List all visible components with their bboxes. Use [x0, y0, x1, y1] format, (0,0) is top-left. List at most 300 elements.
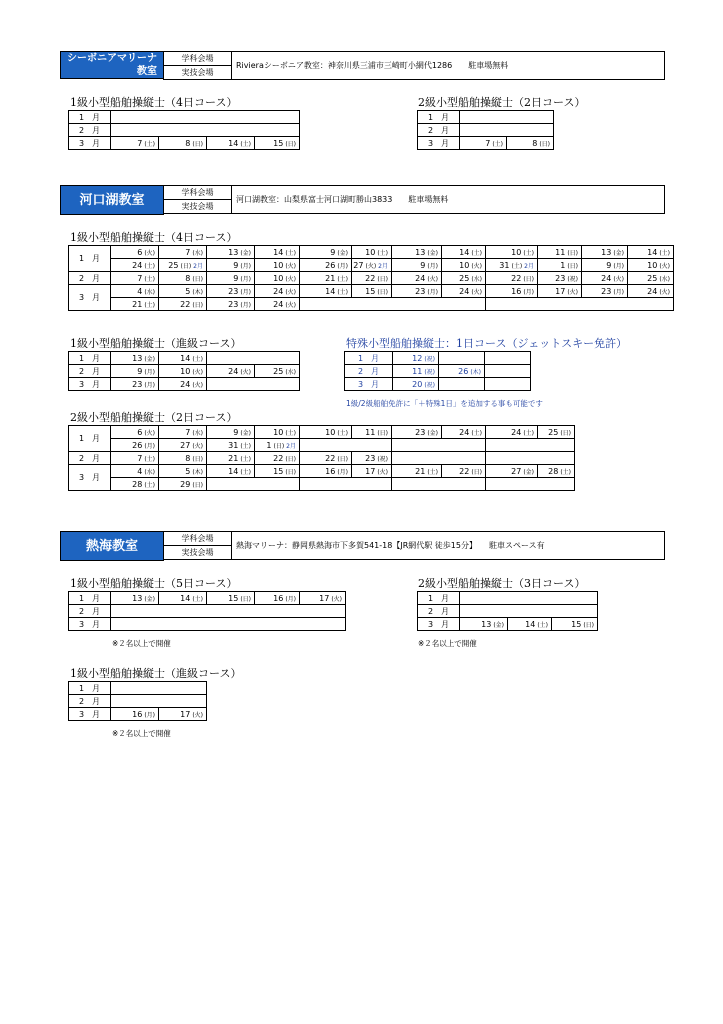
date-cell [255, 272, 300, 285]
date-weekday: (土) [285, 429, 296, 437]
month-label: 2 月 [345, 365, 393, 378]
min-participants-note: ※２名以上で開催 [418, 639, 477, 648]
date-weekday: (火) [365, 262, 377, 270]
date-weekday: (月) [144, 381, 155, 389]
date-day: 9 [233, 260, 239, 270]
date-weekday: (日) [560, 429, 571, 437]
table-row [345, 365, 531, 378]
table-row [69, 452, 575, 465]
date-day: 15 [228, 593, 239, 603]
date-weekday: (水) [192, 429, 203, 437]
date-weekday: (日) [471, 468, 482, 476]
month-label: 2 月 [69, 365, 111, 378]
date-day: 20 [412, 379, 423, 389]
table-row [69, 592, 346, 605]
month-label: 3 月 [69, 137, 111, 150]
date-cell [159, 137, 207, 150]
date-cell [538, 426, 575, 439]
date-day: 4 [137, 286, 143, 296]
month-label: 2 月 [69, 695, 111, 708]
table-row [345, 352, 531, 365]
date-cell [255, 298, 300, 311]
schedule-table-s2 [417, 110, 554, 150]
date-day: 17 [365, 466, 376, 476]
date-cell [111, 137, 159, 150]
venue-label-seaboni [60, 51, 164, 79]
date-cell [582, 285, 628, 298]
date-day: 16 [132, 709, 143, 719]
date-weekday: (土) [523, 429, 534, 437]
date-cell [628, 285, 674, 298]
date-day: 25 [548, 427, 559, 437]
date-weekday: (月) [337, 262, 348, 270]
section-title: 1級小型船舶操縦士（4日コース） [70, 96, 238, 109]
date-weekday: (月) [240, 262, 251, 270]
date-cell [111, 298, 159, 311]
date-cell [442, 272, 486, 285]
venue-info-atami [163, 531, 665, 560]
date-weekday: (月) [240, 288, 251, 296]
date-weekday: (火) [567, 288, 578, 296]
date-cell [393, 378, 439, 391]
section-title: 2級小型船舶操縦士（2日コース） [418, 96, 586, 109]
date-day: 24 [273, 299, 284, 309]
date-cell [538, 259, 582, 272]
date-cell [255, 452, 300, 465]
date-day: 10 [365, 247, 376, 257]
date-weekday: (土) [144, 140, 155, 148]
table-row [69, 259, 674, 272]
date-cell [159, 592, 207, 605]
date-cell [352, 272, 392, 285]
date-weekday: (金) [427, 429, 438, 437]
month-label: 3 月 [418, 137, 460, 150]
date-cell [111, 285, 159, 298]
month-label: 1 月 [418, 592, 460, 605]
date-day: 7 [185, 247, 191, 257]
date-cell [538, 465, 575, 478]
date-cell [159, 272, 207, 285]
date-weekday: (火) [331, 595, 342, 603]
date-weekday: (火) [285, 301, 296, 309]
month-label: 3 月 [69, 708, 111, 721]
date-day: 6 [137, 247, 143, 257]
venue-label-line2: 教室 [137, 66, 157, 77]
date-cell [111, 708, 159, 721]
venue-row2-label: 実技会場 [164, 546, 232, 560]
date-day: 13 [601, 247, 612, 257]
date-weekday: (祝) [567, 275, 578, 283]
date-weekday: (日) [583, 621, 594, 629]
table-row [345, 378, 531, 391]
date-weekday: (火) [659, 262, 670, 270]
date-cell [159, 246, 207, 259]
date-day: 21 [132, 299, 143, 309]
date-day: 23 [415, 427, 426, 437]
month-label: 1 月 [345, 352, 393, 365]
date-cell [628, 272, 674, 285]
date-weekday: (月) [240, 275, 251, 283]
date-cell [159, 465, 207, 478]
section-title: 1級小型船舶操縦士（進級コース） [70, 337, 242, 350]
min-participants-note: ※２名以上で開催 [112, 729, 171, 738]
month-label: 3 月 [69, 378, 111, 391]
date-day: 23 [415, 286, 426, 296]
date-cell [207, 259, 255, 272]
date-cell [159, 478, 207, 491]
date-day: 10 [273, 260, 284, 270]
date-weekday: (火) [144, 249, 155, 257]
date-day: 22 [511, 273, 522, 283]
date-day: 22 [365, 273, 376, 283]
date-weekday: (日) [240, 595, 251, 603]
date-weekday: (土) [427, 468, 438, 476]
date-day: 8 [532, 138, 538, 148]
date-weekday: (火) [192, 368, 203, 376]
date-day: 7 [185, 427, 191, 437]
date-cell [352, 259, 392, 272]
date-day: 28 [132, 479, 143, 489]
date-cell [582, 259, 628, 272]
date-day: 27 [353, 260, 364, 270]
date-weekday: (火) [285, 262, 296, 270]
date-cell [392, 272, 442, 285]
date-cell [111, 439, 159, 452]
date-weekday: (土) [659, 249, 670, 257]
date-weekday: (日) [192, 275, 203, 283]
date-day: 14 [525, 619, 536, 629]
date-cell [392, 259, 442, 272]
table-row [69, 246, 674, 259]
month-label: 2 月 [69, 605, 111, 618]
date-day: 7 [137, 273, 143, 283]
date-cell [392, 246, 442, 259]
date-weekday: (祝) [424, 368, 435, 376]
date-day: 31 [499, 260, 510, 270]
date-cell [300, 259, 352, 272]
date-weekday: (日) [377, 275, 388, 283]
table-row [69, 426, 575, 439]
date-day: 9 [137, 366, 143, 376]
date-cell [207, 272, 255, 285]
date-weekday: (祝) [424, 381, 435, 389]
date-cell [207, 592, 255, 605]
month-label: 3 月 [69, 285, 111, 311]
date-day: 29 [180, 479, 191, 489]
date-day: 15 [571, 619, 582, 629]
date-weekday: (土) [337, 275, 348, 283]
date-weekday: (土) [240, 468, 251, 476]
date-day: 14 [180, 593, 191, 603]
section-title: 2級小型船舶操縦士（3日コース） [418, 577, 586, 590]
date-weekday: (日) [192, 301, 203, 309]
date-weekday: (月) [613, 288, 624, 296]
date-cell [300, 452, 352, 465]
date-weekday: (日) [567, 262, 578, 270]
date-cell [628, 246, 674, 259]
date-cell [460, 618, 508, 631]
month-label: 1 月 [69, 352, 111, 365]
date-cell [460, 137, 507, 150]
date-day: 25 [459, 273, 470, 283]
venue-row1-label: 学科会場 [164, 186, 232, 200]
date-weekday: (火) [192, 381, 203, 389]
date-weekday: (木) [192, 468, 203, 476]
date-weekday: (木) [470, 368, 481, 376]
date-day: 23 [601, 286, 612, 296]
date-weekday: (水) [471, 275, 482, 283]
date-weekday: (日) [285, 455, 296, 463]
date-day: 9 [330, 247, 336, 257]
date-cell [582, 272, 628, 285]
date-cell [628, 259, 674, 272]
date-day: 21 [325, 273, 336, 283]
date-day: 11 [412, 366, 423, 376]
date-cell [159, 452, 207, 465]
date-day: 17 [180, 709, 191, 719]
date-cell [255, 439, 300, 452]
date-day: 23 [555, 273, 566, 283]
date-cell [486, 285, 538, 298]
date-weekday: (火) [471, 288, 482, 296]
date-weekday: (土) [144, 275, 155, 283]
schedule-table-a2 [417, 591, 598, 631]
date-cell [392, 426, 442, 439]
date-weekday: (土) [492, 140, 503, 148]
date-weekday: (月) [144, 368, 155, 376]
date-cell [442, 465, 486, 478]
date-day: 13 [228, 247, 239, 257]
venue-address: 熱海マリーナ：静岡県熱海市下多賀541-18【JR網代駅 徒歩15分】 駐車スペース有 [232, 532, 665, 560]
date-cell [255, 465, 300, 478]
date-day: 10 [647, 260, 658, 270]
date-day: 14 [459, 247, 470, 257]
month-label: 3 月 [69, 618, 111, 631]
date-day: 8 [185, 453, 191, 463]
date-day: 8 [185, 273, 191, 283]
date-day: 11 [365, 427, 376, 437]
date-day: 4 [137, 466, 143, 476]
date-cell [111, 378, 159, 391]
date-weekday: (木) [192, 288, 203, 296]
date-day: 10 [180, 366, 191, 376]
date-weekday: (土) [192, 355, 203, 363]
date-day: 24 [511, 427, 522, 437]
date-day: 26 [132, 440, 143, 450]
date-cell [508, 618, 552, 631]
date-day: 13 [132, 353, 143, 363]
date-cell [582, 246, 628, 259]
date-cell [159, 298, 207, 311]
date-weekday: (火) [240, 368, 251, 376]
date-day: 9 [233, 427, 239, 437]
date-day: 15 [273, 138, 284, 148]
date-weekday: (日) [180, 262, 192, 270]
date-weekday: (月) [144, 442, 155, 450]
date-weekday: (月) [427, 288, 438, 296]
month-label: 1 月 [69, 426, 111, 452]
section-title: 2級小型船舶操縦士（2日コース） [70, 411, 238, 424]
min-participants-note: ※２名以上で開催 [112, 639, 171, 648]
date-weekday: (水) [144, 288, 155, 296]
schedule-table-k4 [68, 425, 575, 491]
date-weekday: (金) [240, 249, 251, 257]
date-weekday: (日) [192, 455, 203, 463]
date-day: 11 [555, 247, 566, 257]
schedule-table-s1 [68, 110, 300, 150]
date-cell [442, 259, 486, 272]
date-day: 24 [459, 286, 470, 296]
date-day: 14 [180, 353, 191, 363]
date-day: 7 [137, 138, 143, 148]
venue-info-seaboni [163, 51, 665, 80]
date-day: 24 [647, 286, 658, 296]
date-weekday: (土) [285, 249, 296, 257]
date-cell [111, 452, 159, 465]
date-weekday: (金) [523, 468, 534, 476]
table-row [418, 618, 598, 631]
date-weekday: (火) [285, 275, 296, 283]
date-weekday: (日) [337, 455, 348, 463]
date-weekday: (金) [144, 355, 155, 363]
date-weekday: (日) [273, 442, 285, 450]
date-day: 9 [606, 260, 612, 270]
date-day: 5 [185, 286, 191, 296]
section-title: 1級小型船舶操縦士（進級コース） [70, 667, 242, 680]
date-cell [111, 259, 159, 272]
date-weekday: (火) [427, 275, 438, 283]
date-weekday: (月) [285, 595, 296, 603]
date-cell [439, 365, 485, 378]
date-day: 23 [132, 379, 143, 389]
month-label: 3 月 [418, 618, 460, 631]
date-day: 21 [415, 466, 426, 476]
date-cell [207, 426, 255, 439]
date-day: 14 [228, 138, 239, 148]
date-cell [352, 426, 392, 439]
date-weekday: (火) [659, 288, 670, 296]
date-cell [159, 285, 207, 298]
date-day: 10 [273, 427, 284, 437]
venue-row2-label: 実技会場 [164, 66, 232, 80]
table-row [69, 708, 207, 721]
date-cell [300, 246, 352, 259]
date-cell [352, 465, 392, 478]
date-cell [159, 352, 207, 365]
date-day: 22 [325, 453, 336, 463]
section-title: 1級小型船舶操縦士（4日コース） [70, 231, 238, 244]
date-day: 26 [325, 260, 336, 270]
date-day: 13 [132, 593, 143, 603]
date-weekday: (土) [337, 288, 348, 296]
month-label: 2 月 [69, 452, 111, 465]
date-cell [255, 365, 300, 378]
month-label: 1 月 [69, 592, 111, 605]
date-cell [111, 478, 159, 491]
date-day: 13 [415, 247, 426, 257]
date-cell [442, 246, 486, 259]
date-cell [486, 246, 538, 259]
date-weekday: (土) [377, 249, 388, 257]
date-day: 15 [273, 466, 284, 476]
date-weekday: (日) [192, 481, 203, 489]
date-cell [300, 592, 346, 605]
date-cell [300, 426, 352, 439]
date-cell [207, 452, 255, 465]
date-day: 8 [185, 138, 191, 148]
date-cell [159, 426, 207, 439]
table-row [69, 465, 575, 478]
venue-label-line1: シーボニアマリーナ [67, 53, 157, 64]
date-day: 23 [228, 299, 239, 309]
date-day: 9 [233, 273, 239, 283]
date-day: 25 [647, 273, 658, 283]
schedule-table-k3 [344, 351, 531, 391]
month-label: 3 月 [69, 465, 111, 491]
date-weekday: (火) [192, 442, 203, 450]
date-weekday: (月) [144, 711, 155, 719]
date-cell [538, 272, 582, 285]
date-weekday: (火) [471, 262, 482, 270]
month-label: 2 月 [418, 605, 460, 618]
date-day: 22 [180, 299, 191, 309]
date-day: 16 [325, 466, 336, 476]
date-weekday: (土) [471, 249, 482, 257]
date-day: 17 [555, 286, 566, 296]
section-title: 1級小型船舶操縦士（5日コース） [70, 577, 238, 590]
date-cell [159, 378, 207, 391]
table-row [69, 478, 575, 491]
venue-row2-label: 実技会場 [164, 200, 232, 214]
date-cell [207, 439, 255, 452]
date-cell [538, 285, 582, 298]
date-weekday: (金) [613, 249, 624, 257]
date-cell [111, 592, 159, 605]
venue-address: Rivieraシーボニア教室：神奈川県三浦市三崎町小網代1286 駐車場無料 [232, 52, 665, 80]
date-weekday: (火) [285, 288, 296, 296]
date-weekday: (火) [377, 468, 388, 476]
date-day: 24 [459, 427, 470, 437]
date-weekday: (土) [240, 455, 251, 463]
date-day: 10 [511, 247, 522, 257]
date-cell [159, 708, 207, 721]
date-weekday: (月) [427, 262, 438, 270]
month-label: 3 月 [345, 378, 393, 391]
date-day: 21 [228, 453, 239, 463]
month-label: 2 月 [69, 124, 111, 137]
date-weekday: (火) [144, 429, 155, 437]
date-cell [207, 465, 255, 478]
date-day: 13 [481, 619, 492, 629]
date-day: 1 [266, 440, 272, 450]
date-weekday: (祝) [424, 355, 435, 363]
date-cell [207, 365, 255, 378]
date-day: 14 [647, 247, 658, 257]
date-cell [486, 426, 538, 439]
date-weekday: (日) [567, 249, 578, 257]
date-cell [111, 426, 159, 439]
date-cell [255, 592, 300, 605]
date-weekday: (土) [144, 262, 155, 270]
date-cell [552, 618, 598, 631]
date-cell [207, 137, 255, 150]
date-day: 7 [137, 453, 143, 463]
table-row [69, 439, 575, 452]
date-cell [486, 259, 538, 272]
month-label: 2 月 [418, 124, 460, 137]
date-day: 24 [132, 260, 143, 270]
date-weekday: (土) [144, 301, 155, 309]
